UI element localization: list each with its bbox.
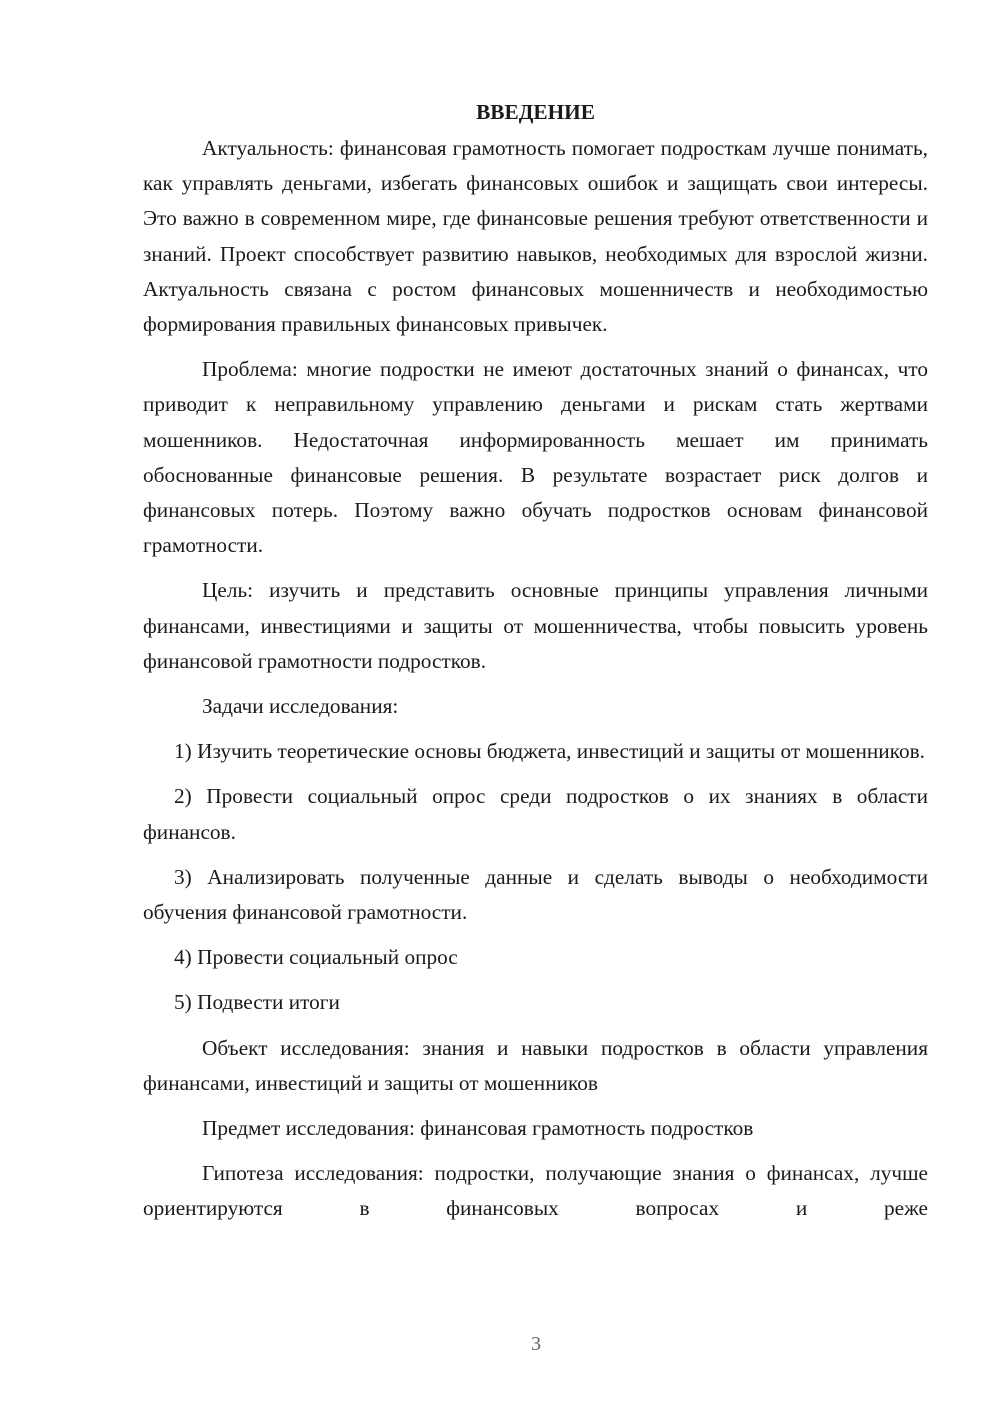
page-content <box>143 96 928 1227</box>
paragraph-goal: Цель: изучить и представить основные принципы управления личными финансами, инвестициями и защиты от мошенничества, чтобы повысить уровень финансовой грамотности подростков. <box>143 578 928 673</box>
paragraph-problem: Проблема: многие подростки не имеют достаточных знаний о финансах, что приводит к неправильному управлению деньгами и рискам стать жертвами мошенников. Недостаточная информированность мешает им принимать обоснованные финансовые решения. В результате возрастает риск долгов и финансовых потерь. Поэтому важно обучать подростков основам финансовой грамотности. <box>143 357 928 558</box>
task-item: 2) Провести социальный опрос среди подростков о их знаниях в области финансов. <box>143 784 928 844</box>
document-title: ВВЕДЕНИЕ <box>476 100 595 124</box>
paragraph-object: Объект исследования: знания и навыки подростков в области управления финансами, инвестиций и защиты от мошенников <box>143 1035 928 1095</box>
paragraph-hypothesis: Гипотеза исследования: подростки, получающие знания о финансах, лучше ориентируются в финансовых вопросах и реже <box>143 1161 928 1221</box>
task-item: 5) Подвести итоги <box>174 990 340 1015</box>
task-item: 4) Провести социальный опрос <box>174 945 458 970</box>
task-item: 1) Изучить теоретические основы бюджета, инвестиций и защиты от мошенников. <box>174 739 925 764</box>
paragraph-relevance: Актуальность: финансовая грамотность помогает подросткам лучше понимать, как управлять деньгами, избегать финансовых ошибок и защищать свои интересы. Это важно в современном мире, где финансовые решения требуют ответственности и знаний. Проект способствует развитию навыков, необходимых для взрослой жизни. Актуальность связана с ростом финансовых мошенничеств и необходимостью формирования правильных финансовых привычек. <box>143 136 928 337</box>
page-number: 3 <box>531 1333 541 1355</box>
task-item: 3) Анализировать полученные данные и сделать выводы о необходимости обучения финансовой грамотности. <box>143 864 928 925</box>
paragraph-subject: Предмет исследования: финансовая грамотность подростков <box>202 1116 754 1141</box>
tasks-heading: Задачи исследования: <box>202 694 399 719</box>
